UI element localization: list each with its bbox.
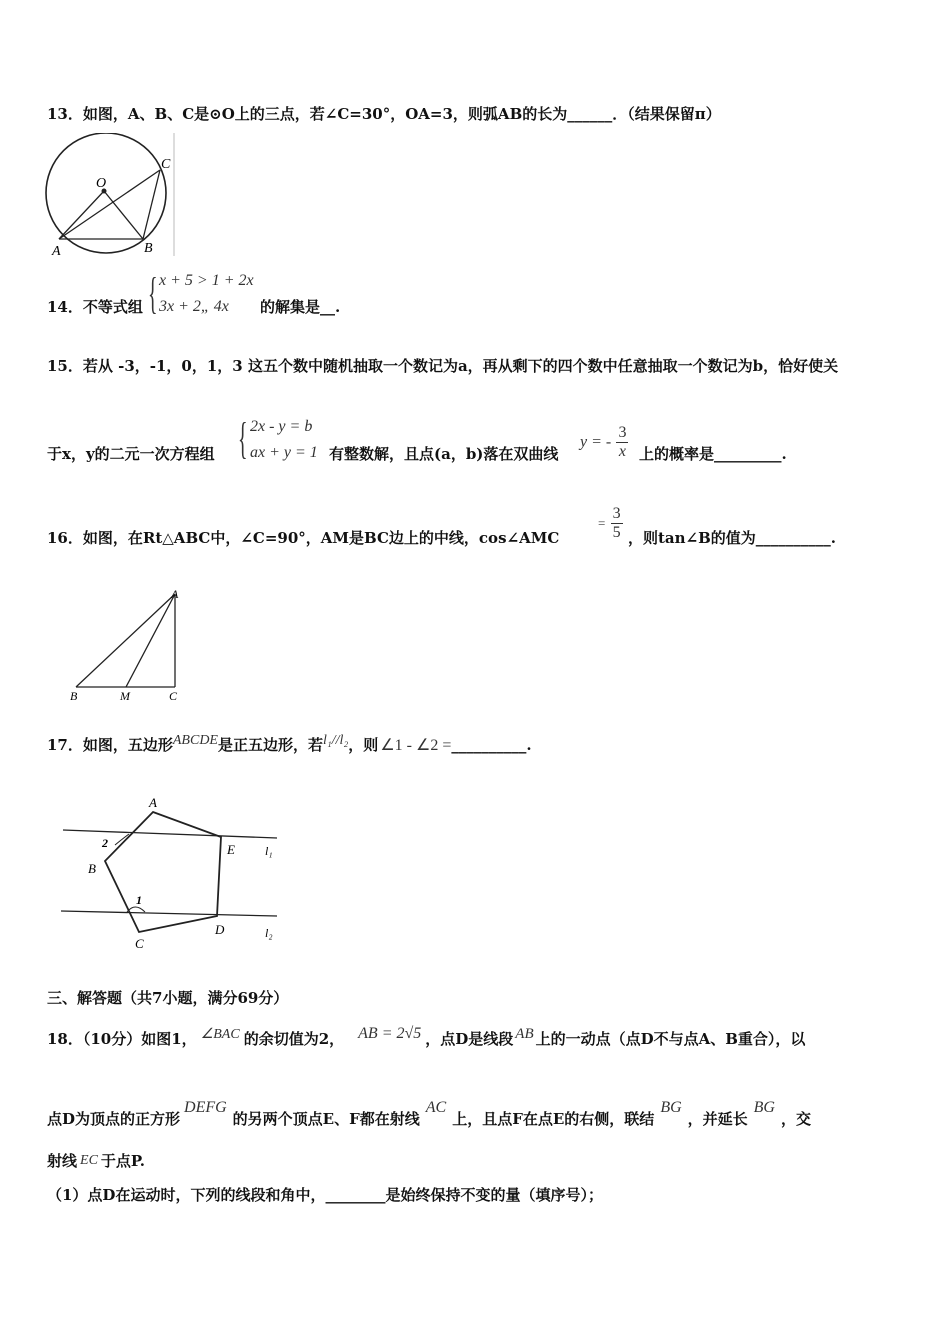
q18-p2-mid: 的另两个顶点E、F都在射线 [232, 1110, 420, 1128]
q16-triangle-figure [62, 586, 192, 704]
q16-cos-value [598, 505, 623, 542]
q15-system [250, 414, 318, 466]
q15-prefix2: 于x，y的二元一次方程组 [47, 445, 215, 463]
q17-parallel: l₁//l₂ [323, 733, 349, 748]
q16-fraction [611, 505, 623, 542]
q18-line3 [47, 1150, 145, 1171]
q18-p1-prefix: 18．（10分）如图1， [47, 1030, 197, 1048]
q14-prefix: 14．不等式组 [47, 298, 143, 316]
q15-curve [580, 424, 628, 461]
q18-bg-2: BG [753, 1099, 775, 1116]
q17-label-l2: l₂ [265, 926, 273, 940]
q14-line2: 3x + 2„ 4x [159, 298, 229, 315]
q15-line1: 15．若从 -3，-1，0，1，3 这五个数中随机抽取一个数记为a，再从剩下的四个数中任意抽取一个数记为b，恰好使关 [47, 357, 839, 375]
q17-prefix: 17．如图，五边形 [47, 736, 173, 754]
q18-bg-1: BG [660, 1099, 682, 1116]
q18-p2-prefix: 点D为顶点的正方形 [47, 1110, 181, 1128]
q18-bac: ∠BAC [200, 1027, 240, 1042]
q18-p2-suffix: ，交 [780, 1110, 811, 1128]
q15-brace: { [238, 414, 248, 463]
q17-label-e: E [227, 842, 235, 857]
q15-curve-fraction [616, 424, 628, 461]
q17-label-angle2: 2 [102, 836, 108, 850]
q17-label-l1: l₁ [265, 844, 273, 858]
q17-angles: ∠1 - ∠2 = [380, 737, 452, 754]
q16-prefix: 16．如图，在Rt△ABC中，∠C=90°，AM是BC边上的中线，cos∠AMC [47, 529, 560, 547]
q17-label-b: B [88, 861, 96, 876]
q16-label-a: A [171, 587, 179, 601]
q16-label-c: C [169, 689, 178, 703]
q17-line [47, 733, 532, 755]
q18-p1-suffix: 上的一动点（点D不与点A、B重合），以 [535, 1030, 806, 1048]
q18-ab-eq: AB = 2√5 [358, 1025, 422, 1042]
q18-p1-mid: 的余切值为2， [243, 1030, 345, 1048]
q17-label-d: D [215, 922, 225, 937]
q13-circle-figure [40, 133, 180, 258]
q14-system [159, 268, 254, 320]
q15-mid: 有整数解，且点(a，b)落在双曲线 [329, 445, 559, 463]
q18-p3-prefix: 射线 [47, 1152, 78, 1170]
q17-label-a: A [149, 795, 157, 810]
q16-label-b: B [70, 689, 78, 703]
q13-text: 13．如图，A、B、C是⊙O上的三点，若∠C=30°，OA=3，则弧AB的长为______．（结果保留π） [47, 105, 721, 123]
q16-num: 3 [612, 505, 621, 522]
q18-sub1: （1）点D在运动时，下列的线段和角中，________是始终保持不变的量（填序号）； [47, 1186, 603, 1204]
section3-title: 三、解答题（共7小题，满分69分） [47, 989, 289, 1007]
q18-line1 [47, 1025, 805, 1049]
q13-label-o: O [96, 176, 107, 191]
q15-eq1: 2x - y = b [250, 418, 313, 435]
q18-ab: AB [515, 1026, 534, 1042]
q13-label-b: B [144, 241, 153, 256]
q13-label-c: C [161, 157, 171, 172]
q15-curve-num: 3 [618, 424, 627, 441]
q16-eq: = [598, 515, 606, 531]
q17-poly: ABCDE [172, 733, 218, 748]
q17-suffix: __________. [451, 736, 532, 754]
q16-den: 5 [612, 524, 621, 541]
q17-label-c: C [135, 936, 144, 951]
q18-ec: EC [80, 1153, 98, 1168]
q18-defg: DEFG [184, 1099, 227, 1116]
q15-curve-lhs: y = - [580, 433, 612, 451]
q18-p2-mid3: ，并延长 [687, 1110, 748, 1128]
q14-line1: x + 5 > 1 + 2x [159, 272, 254, 289]
q17-mid2: ，则 [348, 736, 379, 754]
q13-label-a: A [52, 244, 61, 258]
q16-label-m: M [120, 689, 130, 703]
q18-p2-mid2: 上，且点F在点E的右侧，联结 [452, 1110, 655, 1128]
q15-curve-den: x [618, 443, 627, 460]
q17-pentagon-figure [55, 790, 290, 955]
q14-brace: { [148, 269, 158, 318]
q15-suffix: 上的概率是_________. [639, 445, 787, 463]
q17-mid: 是正五边形，若 [217, 736, 323, 754]
q18-ac: AC [425, 1099, 447, 1116]
q18-p1-mid2: ，点D是线段 [425, 1030, 514, 1048]
q17-label-angle1: 1 [136, 893, 142, 907]
q14-suffix: 的解集是__. [260, 298, 341, 316]
q16-suffix: ，则tan∠B的值为__________. [628, 529, 837, 547]
q18-line2 [47, 1099, 811, 1129]
q15-eq2: ax + y = 1 [250, 444, 318, 461]
q18-p3-suffix: 于点P. [100, 1152, 145, 1170]
